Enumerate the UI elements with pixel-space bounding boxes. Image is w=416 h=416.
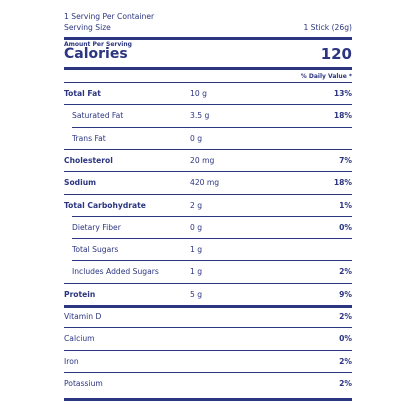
thick-divider-top [64, 37, 352, 40]
nutrient-row [64, 351, 352, 373]
thick-divider-bottom [64, 398, 352, 401]
nutrient-name: Trans Fat [72, 133, 106, 143]
serving-size-label: Serving Size [64, 23, 111, 32]
nutrient-daily-value: 9% [339, 289, 352, 299]
nutrient-daily-value: 7% [339, 155, 352, 165]
nutrient-daily-value: 2% [339, 378, 352, 388]
nutrient-row [64, 284, 352, 306]
nutrient-daily-value: 18% [333, 178, 352, 188]
nutrient-amount: 420 mg [190, 178, 220, 188]
nutrient-amount: 1 g [190, 245, 203, 255]
nutrient-daily-value: 0% [339, 334, 352, 344]
nutrient-amount: 10 g [190, 89, 207, 98]
nutrient-amount: 20 mg [190, 155, 215, 165]
nutrient-daily-value: 0% [339, 222, 352, 232]
nutrient-daily-value: 18% [333, 111, 352, 121]
servings-per-container: 1 Serving Per Container [64, 12, 155, 21]
nutrient-amount: 1 g [190, 267, 203, 277]
nutrient-row [64, 306, 352, 328]
nutrient-amount: 0 g [190, 133, 203, 143]
nutrient-name: Protein [64, 289, 96, 299]
nutrient-amount: 3.5 g [190, 111, 210, 121]
nutrient-row [64, 261, 352, 283]
calories-label: Calories [64, 46, 128, 62]
amount-per-serving: Amount Per Serving [64, 41, 132, 48]
nutrient-name: Cholesterol [64, 155, 113, 165]
nutrient-name: Total Sugars [72, 245, 119, 255]
nutrient-daily-value: 2% [339, 356, 352, 366]
nutrient-row [64, 217, 352, 239]
nutrient-row [64, 105, 352, 127]
nutrient-row [64, 128, 352, 150]
serving-size-row [64, 23, 352, 33]
nutrient-row [64, 83, 352, 105]
nutrient-amount: 0 g [190, 222, 203, 232]
nutrient-row [64, 373, 352, 395]
nutrient-name: Total Carbohydrate [64, 200, 146, 210]
nutrient-daily-value: 13% [333, 89, 352, 98]
nutrient-name: Saturated Fat [72, 111, 124, 121]
nutrient-name: Iron [64, 356, 79, 366]
nutrient-name: Dietary Fiber [72, 222, 121, 232]
nutrient-name: Includes Added Sugars [72, 267, 159, 277]
daily-value-header: % Daily Value * [300, 73, 352, 80]
serving-size-value: 1 Stick (26g) [303, 23, 352, 32]
nutrient-row [64, 239, 352, 261]
nutrition-facts-label [64, 0, 352, 416]
nutrient-name: Calcium [64, 334, 95, 344]
nutrient-name: Potassium [64, 378, 103, 388]
nutrient-name: Vitamin D [64, 312, 102, 321]
calories-value: 120 [320, 45, 352, 63]
nutrient-amount: 2 g [190, 200, 203, 210]
nutrient-name: Sodium [64, 178, 97, 188]
nutrient-name: Total Fat [64, 89, 101, 98]
nutrient-row [64, 150, 352, 172]
nutrient-row [64, 328, 352, 350]
nutrient-daily-value: 1% [339, 200, 352, 210]
nutrient-daily-value: 2% [339, 267, 352, 277]
nutrient-amount: 5 g [190, 289, 203, 299]
nutrient-daily-value: 2% [339, 312, 352, 321]
thick-divider-calories [64, 67, 352, 70]
nutrient-row [64, 195, 352, 217]
nutrient-row [64, 172, 352, 194]
